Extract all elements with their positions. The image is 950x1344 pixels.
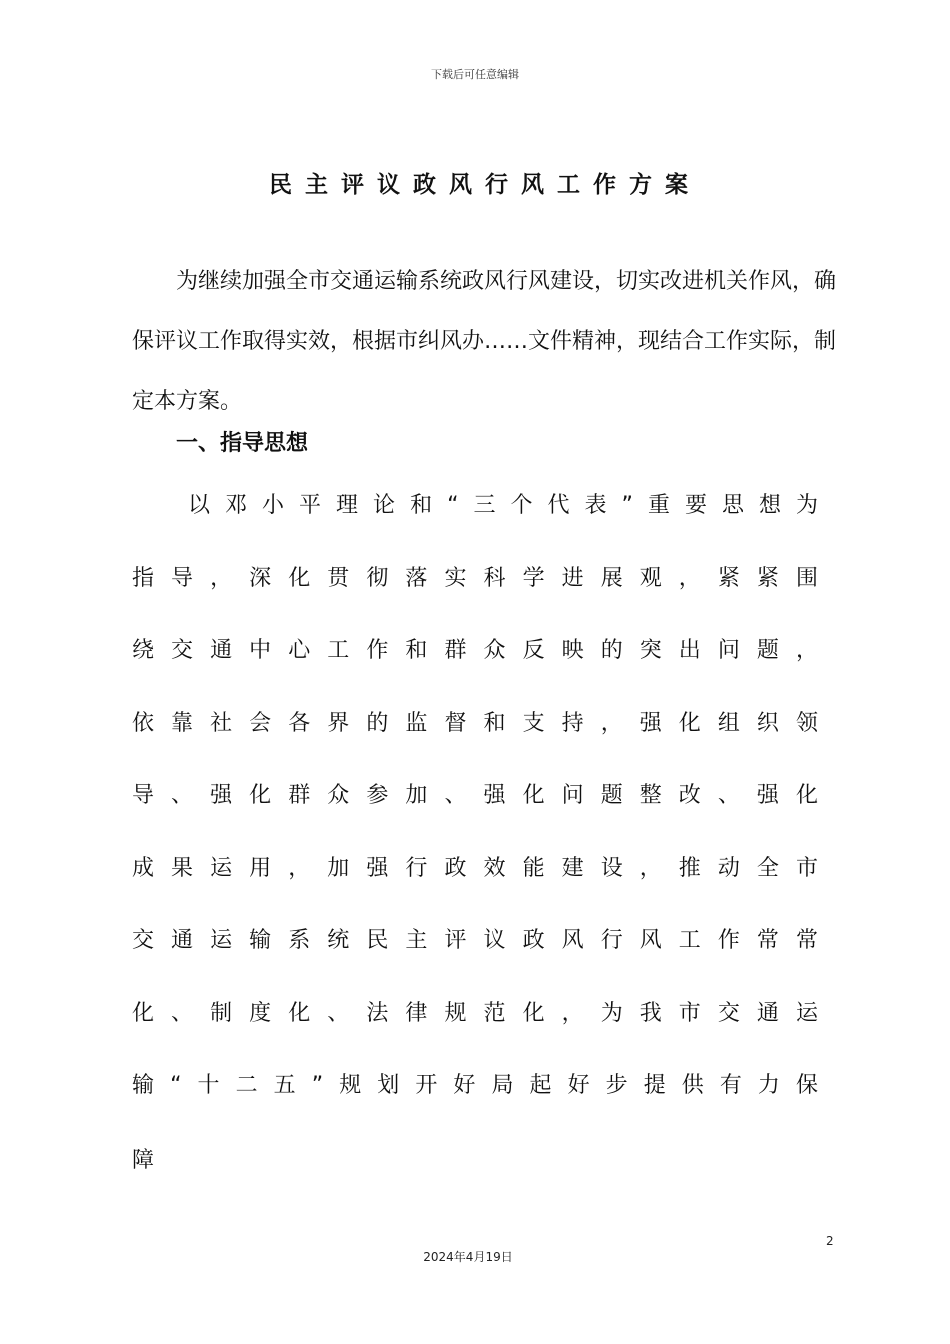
section-body [132, 470, 818, 1195]
body-line: 依靠社会各界的监督和支持，强化组织领 [132, 710, 818, 736]
body-line: 导、强化群众参加、强化问题整改、强化 [132, 783, 818, 808]
body-line: 以邓小平理论和“三个代表”重要思想为 [188, 493, 818, 518]
body-line: 成果运用，加强行政效能建设，推动全市 [132, 855, 818, 881]
body-line: 绕交通中心工作和群众反映的突出问题， [132, 638, 818, 663]
document-title: 民主评议政风行风工作方案 [269, 172, 701, 198]
body-line: 交通运输系统民主评议政风行风工作常常 [132, 928, 818, 953]
header-note: 下载后可任意编辑 [431, 68, 519, 81]
body-line: 障 [132, 1148, 155, 1174]
intro-paragraph: 为继续加强全市交通运输系统政风行风建设，切实改进机关作风，确保评议工作取得实效，根据市纠风办……文件精神，现结合工作实际，制定本方案。 [132, 269, 837, 414]
body-line: 输“十二五”规划开好局起好步提供有力保 [132, 1073, 818, 1098]
section-heading-guiding-ideology: 一、指导思想 [176, 431, 309, 456]
body-line: 化、制度化、法律规范化，为我市交通运 [132, 1000, 818, 1026]
body-line: 指导，深化贯彻落实科学进展观，紧紧围 [132, 565, 818, 591]
footer-date: 2024年4月19日 [423, 1250, 513, 1264]
page-number: 2 [826, 1234, 834, 1248]
